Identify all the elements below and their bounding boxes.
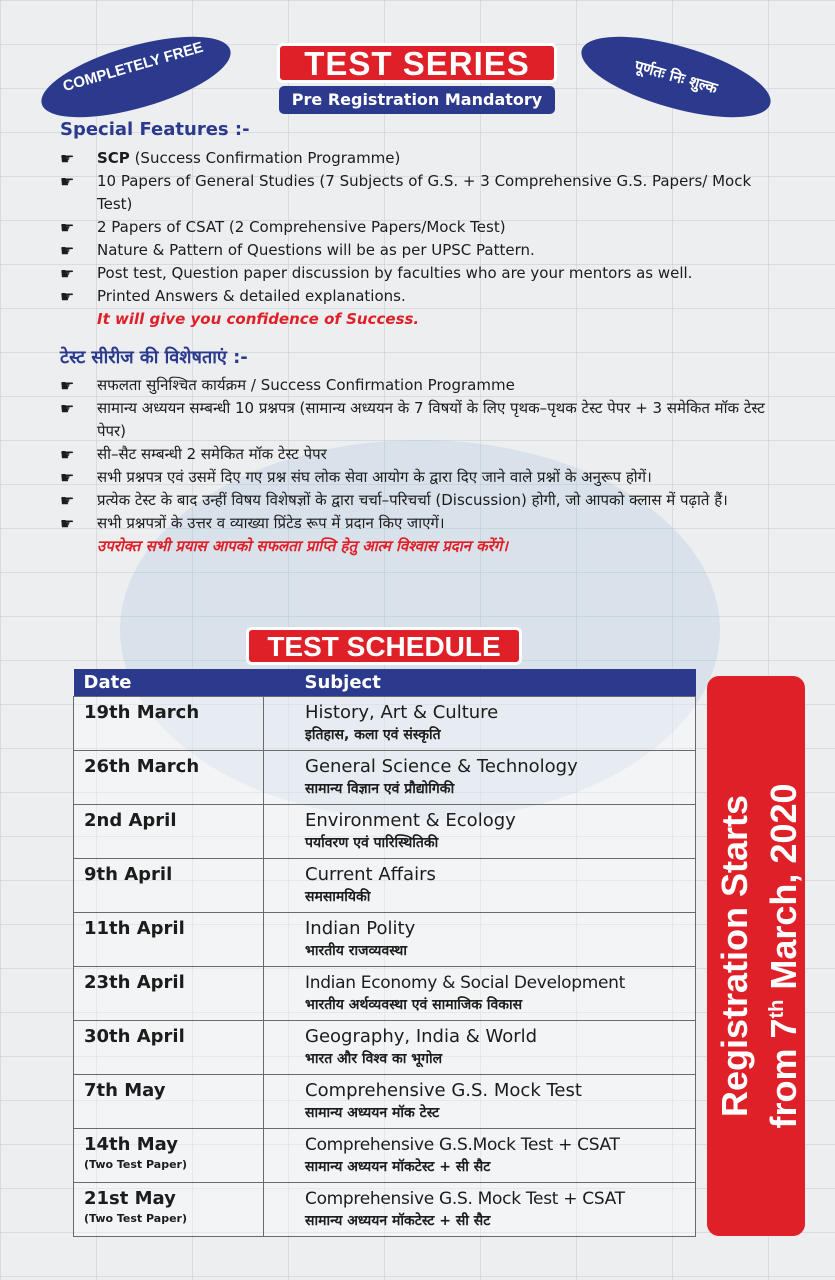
table-row [74, 1129, 696, 1183]
pointing-hand-icon: ☛ [60, 468, 75, 487]
hindi-features-heading: टेस्ट सीरीज की विशेषताएं :- [60, 347, 248, 368]
list-item: ☛ Printed Answers & detailed explanations. [60, 287, 406, 306]
date-cell: 9th April [74, 859, 264, 913]
date-cell: 30th April [74, 1021, 264, 1075]
date-cell: 26th March [74, 751, 264, 805]
free-hindi-badge: पूर्णतः निः शुल्क [573, 20, 778, 134]
list-item: ☛ SCP (Success Confirmation Programme) [60, 149, 401, 168]
table-row [74, 751, 696, 805]
table-row [74, 1183, 696, 1237]
table-row [74, 697, 696, 751]
subject-cell: Environment & Ecology पर्यावरण एवं पारिस्थितिकी [264, 805, 696, 859]
date-cell: 21st May (Two Test Paper) [74, 1183, 264, 1237]
date-cell: 7th May [74, 1075, 264, 1129]
subject-cell: Comprehensive G.S. Mock Test सामान्य अध्ययन मॉक टेस्ट [264, 1075, 696, 1129]
subject-cell: Indian Economy & Social Development भारतीय अर्थव्यवस्था एवं सामाजिक विकास [264, 967, 696, 1021]
subject-cell: General Science & Technology सामान्य विज्ञान एवं प्रौद्योगिकी [264, 751, 696, 805]
table-row [74, 913, 696, 967]
pointing-hand-icon: ☛ [60, 149, 75, 168]
pointing-hand-icon: ☛ [60, 241, 75, 260]
pre-registration-banner: Pre Registration Mandatory [279, 86, 555, 114]
pointing-hand-icon: ☛ [60, 264, 75, 283]
date-cell: 11th April [74, 913, 264, 967]
special-features-heading: Special Features :- [60, 119, 250, 140]
pointing-hand-icon: ☛ [60, 491, 75, 510]
subject-cell: Comprehensive G.S. Mock Test + CSAT सामान्य अध्ययन मॉकटेस्ट + सी सैट [264, 1183, 696, 1237]
completely-free-badge: COMPLETELY FREE [33, 20, 238, 134]
subject-cell: Geography, India & World भारत और विश्व का भूगोल [264, 1021, 696, 1075]
list-item: ☛ सामान्य अध्ययन सम्बन्धी 10 प्रश्नपत्र (सामान्य अध्ययन के 7 विषयों के लिए पृथक–पृथक टेस्ट पेपर + 3 समेकित मॉक टेस्ट पेपर) [60, 399, 765, 440]
confidence-note: It will give you confidence of Success. [97, 310, 420, 328]
table-row [74, 1021, 696, 1075]
list-item: ☛ प्रत्येक टेस्ट के बाद उन्हीं विषय विशेषज्ञों के द्वारा चर्चा–परिचर्चा (Discussion) होगी, जो आपको क्लास में पढ़ाते हैं। [60, 491, 728, 510]
list-item: ☛ सी–सैट सम्बन्धी 2 समेकित मॉक टेस्ट पेपर [60, 445, 327, 464]
list-item: ☛ सभी प्रश्नपत्रों के उत्तर व व्याख्या प्रिंटेड रूप में प्रदान किए जाएगें। [60, 514, 445, 533]
features-en-list [60, 147, 780, 331]
date-cell: 23th April [74, 967, 264, 1021]
pointing-hand-icon: ☛ [60, 376, 75, 395]
list-item: ☛ सफलता सुनिश्चित कार्यक्रम / Success Confirmation Programme [60, 376, 515, 395]
pointing-hand-icon: ☛ [60, 172, 75, 191]
pointing-hand-icon: ☛ [60, 514, 75, 533]
date-column-header: Date [74, 669, 264, 697]
table-row [74, 967, 696, 1021]
table-row [74, 859, 696, 913]
date-cell: 2nd April [74, 805, 264, 859]
schedule-table [73, 669, 696, 1237]
subject-cell: Indian Polity भारतीय राजव्यवस्था [264, 913, 696, 967]
hindi-confidence-note: उपरोक्त सभी प्रयास आपको सफलता प्राप्ति हेतु आत्म विश्वास प्रदान करेंगे। [97, 537, 508, 555]
test-schedule-title: TEST SCHEDULE [246, 627, 522, 665]
list-item: ☛ 2 Papers of CSAT (2 Comprehensive Papers/Mock Test) [60, 218, 506, 237]
table-row [74, 805, 696, 859]
table-row [74, 1075, 696, 1129]
subject-column-header: Subject [264, 669, 696, 697]
subject-cell: History, Art & Culture इतिहास, कला एवं संस्कृति [264, 697, 696, 751]
date-cell: 19th March [74, 697, 264, 751]
registration-banner [707, 676, 805, 1236]
list-item: ☛ 10 Papers of General Studies (7 Subjects of G.S. + 3 Comprehensive G.S. Papers/ Mock Test) [60, 172, 752, 213]
list-item: ☛ Nature & Pattern of Questions will be as per UPSC Pattern. [60, 241, 535, 260]
list-item: ☛ Post test, Question paper discussion by faculties who are your mentors as well. [60, 264, 693, 283]
subject-cell: Current Affairs समसामयिकी [264, 859, 696, 913]
list-item: ☛ सभी प्रश्नपत्र एवं उसमें दिए गए प्रश्न संघ लोक सेवा आयोग के द्वारा दिए जाने वाले प्रश्नों के अनुरूप होगें। [60, 468, 652, 487]
registration-text: Registration Starts from 7th March, 2020 [714, 783, 804, 1129]
subject-cell: Comprehensive G.S.Mock Test + CSAT सामान्य अध्ययन मॉकटेस्ट + सी सैट [264, 1129, 696, 1183]
features-hi-list [60, 374, 780, 558]
page-title: TEST SERIES [277, 43, 557, 83]
pointing-hand-icon: ☛ [60, 218, 75, 237]
pointing-hand-icon: ☛ [60, 399, 75, 418]
date-cell: 14th May (Two Test Paper) [74, 1129, 264, 1183]
pointing-hand-icon: ☛ [60, 287, 75, 306]
pointing-hand-icon: ☛ [60, 445, 75, 464]
table-header-row [74, 669, 696, 697]
